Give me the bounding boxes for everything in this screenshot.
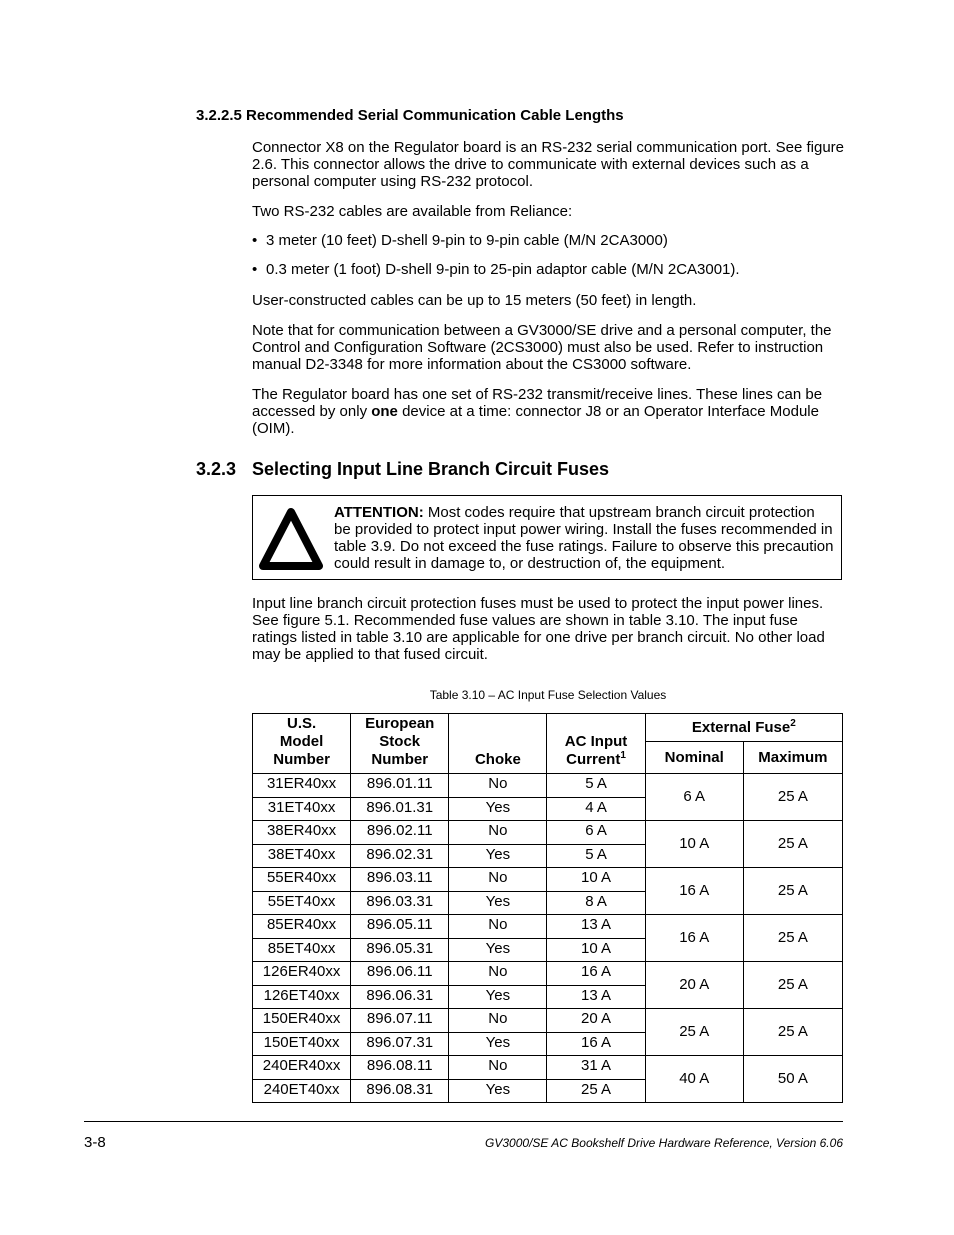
stock-cell: 896.03.11 bbox=[351, 868, 449, 892]
stock-cell: 896.02.11 bbox=[351, 821, 449, 845]
stock-cell: 896.08.11 bbox=[351, 1056, 449, 1080]
table-row bbox=[253, 915, 843, 939]
table-row bbox=[253, 1056, 843, 1080]
current-cell: 5 A bbox=[547, 774, 645, 798]
maximum-fuse-cell: 25 A bbox=[743, 962, 842, 1009]
attention-label: ATTENTION: bbox=[334, 504, 424, 521]
model-cell: 31ET40xx bbox=[253, 797, 351, 821]
header-line: U.S. bbox=[286, 715, 317, 732]
model-cell: 240ER40xx bbox=[253, 1056, 351, 1080]
model-cell: 85ET40xx bbox=[253, 938, 351, 962]
header-line: Number bbox=[371, 751, 429, 768]
stock-cell: 896.08.31 bbox=[351, 1079, 449, 1103]
model-cell: 55ER40xx bbox=[253, 868, 351, 892]
current-cell: 31 A bbox=[547, 1056, 645, 1080]
paragraph-rs232-lines bbox=[252, 386, 844, 437]
footnote-marker: 2 bbox=[790, 717, 796, 729]
text-segment: The Regulator board has one set of RS-232 transmit/receive lines. These lines can be accessed by only bbox=[252, 386, 823, 420]
current-cell: 16 A bbox=[547, 1032, 645, 1056]
header-maximum: Maximum bbox=[743, 742, 842, 774]
header-line: European bbox=[365, 715, 435, 732]
current-cell: 4 A bbox=[547, 797, 645, 821]
current-cell: 8 A bbox=[547, 891, 645, 915]
model-cell: 126ER40xx bbox=[253, 962, 351, 986]
nominal-fuse-cell: 16 A bbox=[645, 868, 743, 915]
model-cell: 31ER40xx bbox=[253, 774, 351, 798]
current-cell: 13 A bbox=[547, 985, 645, 1009]
fuse-table bbox=[252, 713, 843, 1103]
table-caption: Table 3.10 – AC Input Fuse Selection Values bbox=[429, 688, 667, 702]
nominal-fuse-cell: 40 A bbox=[645, 1056, 743, 1103]
header-line: Stock bbox=[379, 733, 421, 750]
current-cell: 5 A bbox=[547, 844, 645, 868]
paragraph-cables-available: Two RS-232 cables are available from Reliance: bbox=[252, 203, 573, 220]
current-cell: 20 A bbox=[547, 1009, 645, 1033]
table-row bbox=[253, 1009, 843, 1033]
maximum-fuse-cell: 50 A bbox=[743, 1056, 842, 1103]
model-cell: 55ET40xx bbox=[253, 891, 351, 915]
choke-cell: No bbox=[449, 774, 547, 798]
warning-triangle-icon bbox=[258, 506, 324, 575]
page-number: 3-8 bbox=[84, 1134, 106, 1151]
list-item bbox=[252, 261, 740, 278]
maximum-fuse-cell: 25 A bbox=[743, 1009, 842, 1056]
section-title: Selecting Input Line Branch Circuit Fuses bbox=[252, 459, 610, 479]
table-row bbox=[253, 868, 843, 892]
choke-cell: Yes bbox=[449, 844, 547, 868]
model-cell: 38ER40xx bbox=[253, 821, 351, 845]
table-row bbox=[253, 962, 843, 986]
bullet-icon: • bbox=[252, 232, 258, 249]
current-cell: 10 A bbox=[547, 868, 645, 892]
maximum-fuse-cell: 25 A bbox=[743, 868, 842, 915]
paragraph-software-note: Note that for communication between a GV3000/SE drive and a personal computer, the Control and Configuration Software (2CS3000) must also be used. Refer to instruction manual D2-3348 for more information about the CS3000 software. bbox=[252, 322, 832, 373]
section-number: 3.2.3 bbox=[196, 459, 237, 479]
nominal-fuse-cell: 6 A bbox=[645, 774, 743, 821]
stock-cell: 896.02.31 bbox=[351, 844, 449, 868]
model-cell: 126ET40xx bbox=[253, 985, 351, 1009]
emphasis-text: one bbox=[371, 403, 398, 420]
stock-cell: 896.05.11 bbox=[351, 915, 449, 939]
stock-cell: 896.06.11 bbox=[351, 962, 449, 986]
stock-cell: 896.05.31 bbox=[351, 938, 449, 962]
list-item-text: 3 meter (10 feet) D-shell 9-pin to 9-pin cable (M/N 2CA3000) bbox=[266, 232, 668, 249]
header-nominal: Nominal bbox=[645, 742, 743, 774]
attention-body: Most codes require that upstream branch circuit protection be provided to protect input power wiring. Install the fuses recommended in table 3.9. Do not exceed the fuse ratings. Failure to observe this precaution could result in damage to, or destruction of, the equipment. bbox=[334, 504, 834, 572]
maximum-fuse-cell: 25 A bbox=[743, 915, 842, 962]
nominal-fuse-cell: 20 A bbox=[645, 962, 743, 1009]
model-cell: 85ER40xx bbox=[253, 915, 351, 939]
bullet-icon: • bbox=[252, 261, 258, 278]
header-ac-input-current bbox=[547, 714, 645, 774]
choke-cell: No bbox=[449, 1056, 547, 1080]
header-line: Current bbox=[566, 751, 621, 768]
choke-cell: No bbox=[449, 915, 547, 939]
choke-cell: Yes bbox=[449, 891, 547, 915]
table-row bbox=[253, 774, 843, 798]
header-model-number bbox=[253, 714, 351, 774]
nominal-fuse-cell: 16 A bbox=[645, 915, 743, 962]
header-line: External Fuse bbox=[691, 718, 791, 736]
current-cell: 16 A bbox=[547, 962, 645, 986]
paragraph-cable-length: User-constructed cables can be up to 15 meters (50 feet) in length. bbox=[252, 292, 697, 309]
current-cell: 25 A bbox=[547, 1079, 645, 1103]
attention-text bbox=[334, 504, 834, 572]
attention-box bbox=[252, 495, 842, 580]
list-item bbox=[252, 232, 668, 249]
header-line: Number bbox=[273, 751, 330, 768]
maximum-fuse-cell: 25 A bbox=[743, 774, 842, 821]
stock-cell: 896.06.31 bbox=[351, 985, 449, 1009]
maximum-fuse-cell: 25 A bbox=[743, 821, 842, 868]
section-heading-323 bbox=[196, 459, 609, 480]
paragraph-fuse-intro: Input line branch circuit protection fuses must be used to protect the input power lines. See figure 5.1. Recommended fuse values are shown in table 3.10. The input fuse ratings listed in table 3.10 are applicable for one drive per branch circuit. No other load may be applied to that fused circuit. bbox=[252, 595, 825, 663]
current-cell: 10 A bbox=[547, 938, 645, 962]
choke-cell: Yes bbox=[449, 985, 547, 1009]
choke-cell: No bbox=[449, 962, 547, 986]
choke-cell: No bbox=[449, 1009, 547, 1033]
stock-cell: 896.07.31 bbox=[351, 1032, 449, 1056]
header-line: Model bbox=[279, 733, 324, 750]
current-cell: 13 A bbox=[547, 915, 645, 939]
choke-cell: Yes bbox=[449, 797, 547, 821]
header-external-fuse bbox=[645, 714, 842, 742]
footer-title: GV3000/SE AC Bookshelf Drive Hardware Reference, Version 6.06 bbox=[485, 1136, 843, 1150]
choke-cell: Yes bbox=[449, 1032, 547, 1056]
list-item-text: 0.3 meter (1 foot) D-shell 9-pin to 25-pin adaptor cable (M/N 2CA3001). bbox=[266, 261, 740, 278]
model-cell: 240ET40xx bbox=[253, 1079, 351, 1103]
stock-cell: 896.01.31 bbox=[351, 797, 449, 821]
model-cell: 150ER40xx bbox=[253, 1009, 351, 1033]
model-cell: 38ET40xx bbox=[253, 844, 351, 868]
paragraph-connector-x8: Connector X8 on the Regulator board is an RS-232 serial communication port. See figure 2.6. This connector allows the drive to communicate with external devices such as a personal computer using RS-232 protocol. bbox=[252, 139, 844, 190]
header-choke: Choke bbox=[449, 714, 547, 774]
text-segment: device at a time: connector J8 or an Operator Interface Module (OIM). bbox=[252, 403, 819, 437]
choke-cell: No bbox=[449, 868, 547, 892]
choke-cell: Yes bbox=[449, 1079, 547, 1103]
section-heading-3225: 3.2.2.5 Recommended Serial Communication Cable Lengths bbox=[196, 107, 624, 124]
stock-cell: 896.01.11 bbox=[351, 774, 449, 798]
model-cell: 150ET40xx bbox=[253, 1032, 351, 1056]
header-stock-number bbox=[351, 714, 449, 774]
nominal-fuse-cell: 10 A bbox=[645, 821, 743, 868]
header-line: AC Input bbox=[564, 733, 628, 750]
table-row bbox=[253, 821, 843, 845]
current-cell: 6 A bbox=[547, 821, 645, 845]
footer-divider bbox=[84, 1121, 843, 1122]
footnote-marker: 1 bbox=[620, 750, 626, 761]
stock-cell: 896.03.31 bbox=[351, 891, 449, 915]
stock-cell: 896.07.11 bbox=[351, 1009, 449, 1033]
choke-cell: No bbox=[449, 821, 547, 845]
nominal-fuse-cell: 25 A bbox=[645, 1009, 743, 1056]
fuse-table-body bbox=[253, 774, 843, 1103]
choke-cell: Yes bbox=[449, 938, 547, 962]
